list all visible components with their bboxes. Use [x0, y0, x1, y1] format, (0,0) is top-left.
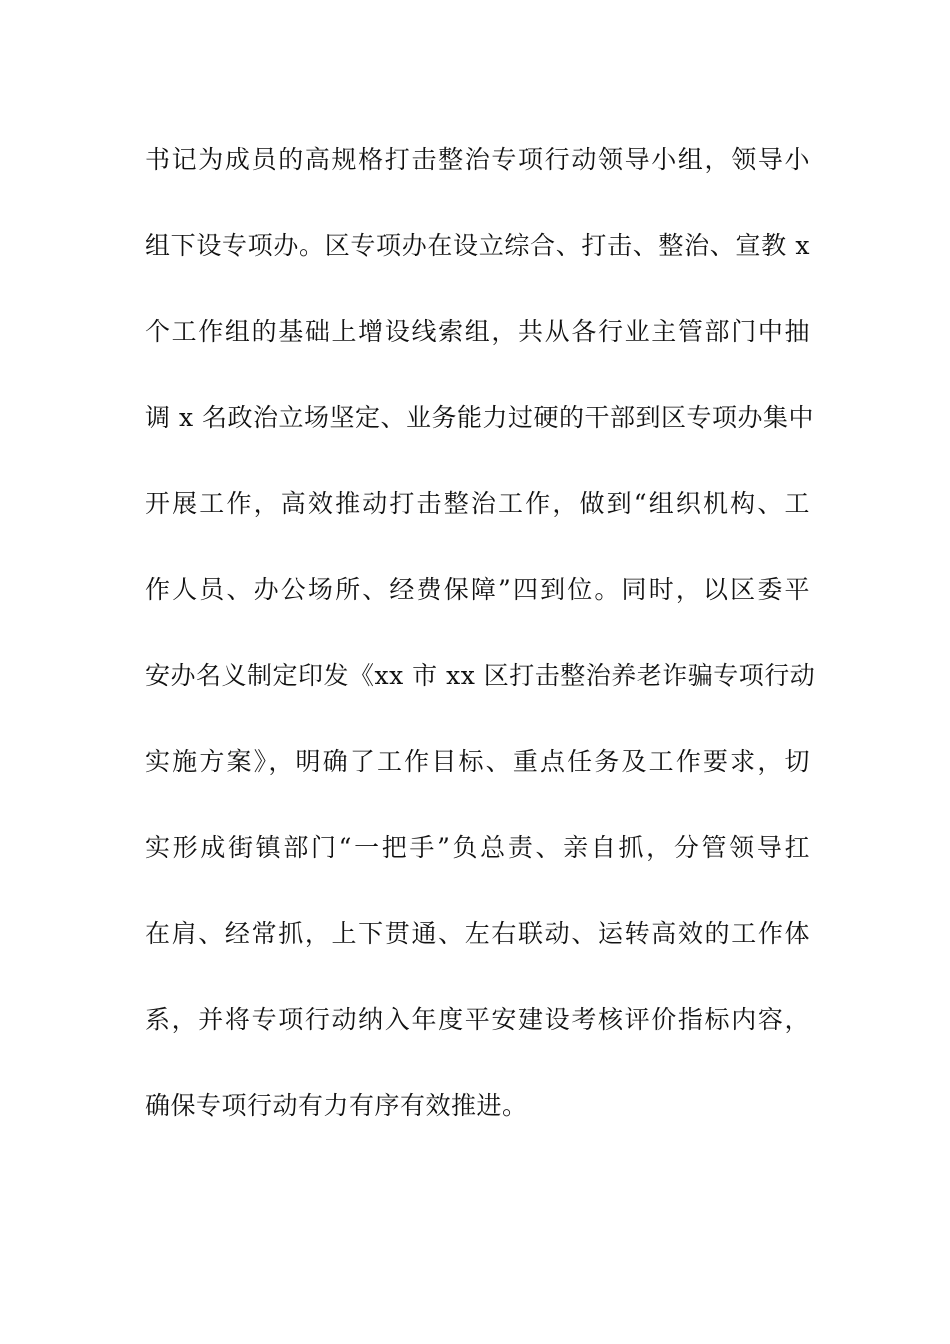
text-line: 实施方案》，明确了工作目标、重点任务及工作要求，切	[145, 747, 810, 776]
text-line: 系，并将专项行动纳入年度平安建设考核评价指标内容，	[145, 1005, 810, 1034]
text-line: 组下设专项办。区专项办在设立综合、打击、整治、宣教 x	[145, 231, 810, 260]
text-line: 作人员、办公场所、经费保障”四到位。同时，以区委平	[145, 575, 810, 604]
text-line: 安办名义制定印发《xx 市 xx 区打击整治养老诈骗专项行动	[145, 661, 816, 690]
text-line: 书记为成员的高规格打击整治专项行动领导小组，领导小	[145, 145, 810, 174]
text-line: 实形成街镇部门“一把手”负总责、亲自抓，分管领导扛	[145, 833, 810, 862]
text-line: 在肩、经常抓，上下贯通、左右联动、运转高效的工作体	[145, 919, 810, 948]
text-line-last: 确保专项行动有力有序有效推进。	[145, 1091, 528, 1120]
text-line: 开展工作，高效推动打击整治工作，做到“组织机构、工	[145, 489, 810, 518]
text-line: 个工作组的基础上增设线索组，共从各行业主管部门中抽	[145, 317, 810, 346]
text-line: 调 x 名政治立场坚定、业务能力过硬的干部到区专项办集中	[145, 403, 814, 432]
body-paragraph	[145, 136, 816, 1168]
